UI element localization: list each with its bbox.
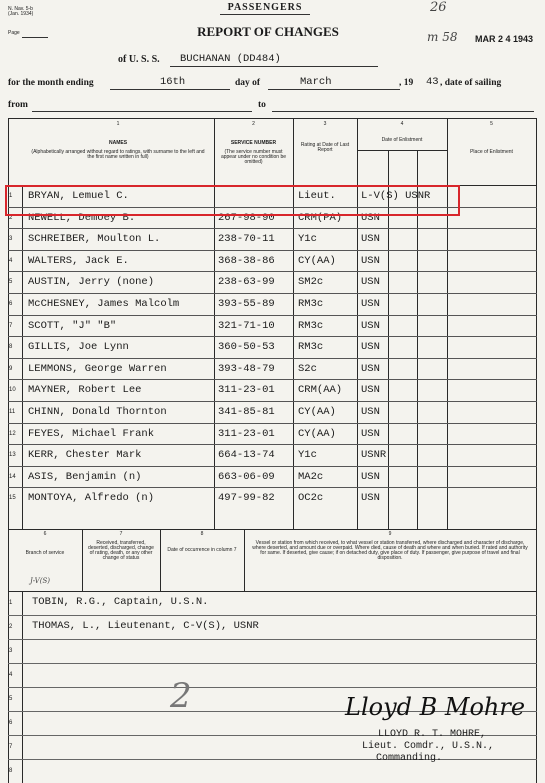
stamp-number: 26: [430, 0, 447, 15]
passenger-name: BRYAN, Lemuel C.: [28, 190, 129, 202]
rating: OC2c: [298, 492, 324, 504]
service-number: 393-48-79: [218, 363, 275, 375]
from-label: from: [8, 100, 28, 110]
date-of-sailing-label: , date of sailing: [440, 78, 502, 88]
col-enlist-date-number: 4: [400, 121, 404, 127]
row-number: 4: [9, 258, 13, 264]
row-number: 8: [9, 768, 13, 774]
passenger-name: MAYNER, Robert Lee: [28, 384, 142, 396]
rating: SM2c: [298, 276, 324, 288]
col-occurrence-number: 8: [200, 531, 204, 537]
col-branch-title: Branch of service: [25, 550, 65, 556]
month-value: March: [300, 76, 332, 88]
row-number: 1: [9, 193, 13, 199]
service-number: 267-98-90: [218, 212, 275, 224]
form-title: REPORT OF CHANGES: [197, 24, 339, 39]
col-change-title: Received, transferred, deserted, discharged, change of rating, death, or any other change of status: [88, 540, 154, 561]
row-number: 4: [9, 672, 13, 678]
row-number: 2: [9, 215, 13, 221]
col-enlist-place-number: 5: [490, 121, 493, 127]
row-number: 15: [9, 495, 16, 501]
rating: S2c: [298, 363, 317, 375]
passenger-name: MONTOYA, Alfredo (n): [28, 492, 155, 504]
year-value: 43: [426, 76, 439, 88]
service-number: 341-85-81: [218, 406, 275, 418]
enlistment: USN: [361, 406, 380, 418]
service-number: 368-38-86: [218, 255, 275, 267]
rating: RM3c: [298, 298, 324, 310]
officer-entry: TOBIN, R.G., Captain, U.S.N.: [32, 596, 209, 608]
row-number: 7: [9, 744, 13, 750]
passenger-name: LEMMONS, George Warren: [28, 363, 167, 375]
rating: Lieut.: [298, 190, 336, 202]
passenger-name: KERR, Chester Mark: [28, 449, 142, 461]
enlistment: USN: [361, 428, 380, 440]
row-number: 3: [9, 236, 13, 242]
stamp-initials: m 58: [427, 30, 458, 44]
passenger-name: AUSTIN, Jerry (none): [28, 276, 155, 288]
rating: CRM(AA): [298, 384, 343, 396]
rating: RM3c: [298, 341, 324, 353]
enlistment: USN: [361, 471, 380, 483]
enlistment: USN: [361, 233, 380, 245]
service-number: 238-63-99: [218, 276, 275, 288]
service-number: 664-13-74: [218, 449, 275, 461]
passenger-name: SCHREIBER, Moulton L.: [28, 233, 161, 245]
col-names-note: (Alphabetically arranged without regard to ratings, with surname to the left and the first name written in full): [31, 149, 205, 160]
rating: MA2c: [298, 471, 324, 483]
passenger-name: WALTERS, Jack E.: [28, 255, 129, 267]
enlistment: USN: [361, 363, 380, 375]
col-service-note: (The service number must appear under no condition be omitted): [220, 149, 287, 165]
of-uss-label: of U. S. S.: [118, 54, 160, 65]
enlistment: USN: [361, 212, 380, 224]
rating: RM3c: [298, 320, 324, 332]
col-remarks-title: Vessel or station from which received, to what vessel or station transferred, where discharged and character of discharge, where deserted, and amount due or overpaid. Where died, cause of death and where and when buried. If rated and authority for same. If deserted, give cause; if on detached duty, give place of duty. If passenger, give purpose of travel and final disposition.: [252, 540, 528, 561]
passenger-name: ASIS, Benjamin (n): [28, 471, 142, 483]
col-names-number: 1: [116, 121, 120, 127]
col-remarks-number: 9: [388, 531, 392, 537]
row-number: 12: [9, 431, 16, 437]
day-of-label: day of: [235, 78, 261, 88]
highlight-box: [5, 185, 460, 216]
signature-name: LLOYD R. T. MOHRE,: [378, 729, 487, 740]
col-branch-number: 6: [43, 531, 47, 537]
col-enlist-place-title: Place of Enlistment: [470, 149, 513, 155]
col-rating-number: 3: [323, 121, 327, 127]
service-number: 321-71-10: [218, 320, 275, 332]
signature-script: Lloyd B Mohre: [345, 693, 526, 721]
service-number: 238-70-11: [218, 233, 275, 245]
form-type-label: PASSENGERS: [227, 2, 303, 13]
row-number: 9: [9, 366, 13, 372]
form-code: N. Nav. 5-b (Jan. 1934): [8, 6, 34, 17]
handwritten-note: J-V(S): [30, 577, 50, 585]
officer-entry: THOMAS, L., Lieutenant, C-V(S), USNR: [32, 620, 259, 632]
service-number: 360-50-53: [218, 341, 275, 353]
col-rating-title: Rating at Date of Last Report: [300, 142, 350, 153]
rating: CY(AA): [298, 428, 336, 440]
passenger-name: FEYES, Michael Frank: [28, 428, 155, 440]
month-ending-label: for the month ending: [8, 78, 94, 88]
enlistment: USN: [361, 341, 380, 353]
row-number: 10: [9, 387, 16, 393]
passenger-name: GILLIS, Joe Lynn: [28, 341, 129, 353]
row-number: 5: [9, 696, 13, 702]
service-number: 311-23-01: [218, 384, 275, 396]
ship-name: BUCHANAN (DD484): [180, 53, 281, 65]
year-prefix: , 19: [399, 78, 414, 88]
service-number: 497-99-82: [218, 492, 275, 504]
passenger-name: NEWELL, Demoey B.: [28, 212, 136, 224]
signature-role: Commanding.: [376, 753, 443, 764]
enlistment: USN: [361, 384, 380, 396]
col-occurrence-title: Date of occurrence in column 7: [167, 547, 237, 553]
passenger-name: CHINN, Donald Thornton: [28, 406, 167, 418]
col-enlist-date-title: Date of Enlistment: [381, 137, 423, 143]
rating: Y1c: [298, 449, 317, 461]
enlistment: USNR: [361, 449, 387, 461]
row-number: 13: [9, 452, 16, 458]
service-number: 393-55-89: [218, 298, 275, 310]
row-number: 6: [9, 720, 13, 726]
enlistment: USN: [361, 492, 380, 504]
col-names-title: NAMES: [108, 140, 128, 146]
row-number: 6: [9, 301, 13, 307]
enlistment: USN: [361, 320, 380, 332]
row-number: 2: [9, 624, 13, 630]
passenger-name: SCOTT, "J" "B": [28, 320, 117, 332]
handwritten-mark: 2: [170, 676, 192, 716]
service-number: 663-06-09: [218, 471, 275, 483]
passenger-name: McCHESNEY, James Malcolm: [28, 298, 180, 310]
col-service-number: 2: [252, 121, 255, 127]
row-number: 7: [9, 323, 13, 329]
row-number: 1: [9, 600, 13, 606]
row-number: 8: [9, 344, 13, 350]
signature-rank: Lieut. Comdr., U.S.N.,: [362, 741, 495, 752]
rating: CY(AA): [298, 255, 336, 267]
row-number: 3: [9, 648, 13, 654]
received-date-stamp: MAR 2 4 1943: [475, 34, 534, 44]
enlistment: USN: [361, 276, 380, 288]
to-label: to: [258, 100, 266, 110]
enlistment: L-V(S) USNR: [361, 190, 431, 202]
rating: CRM(PA): [298, 212, 343, 224]
row-number: 11: [9, 409, 16, 415]
day-value: 16th: [160, 76, 186, 88]
col-service-title: SERVICE NUMBER: [230, 140, 277, 146]
page-label: Page: [8, 30, 20, 36]
rating: Y1c: [298, 233, 317, 245]
col-change-number: 7: [119, 531, 123, 537]
enlistment: USN: [361, 298, 380, 310]
row-number: 5: [9, 279, 13, 285]
service-number: 311-23-01: [218, 428, 275, 440]
enlistment: USN: [361, 255, 380, 267]
row-number: 14: [9, 474, 16, 480]
rating: CY(AA): [298, 406, 336, 418]
